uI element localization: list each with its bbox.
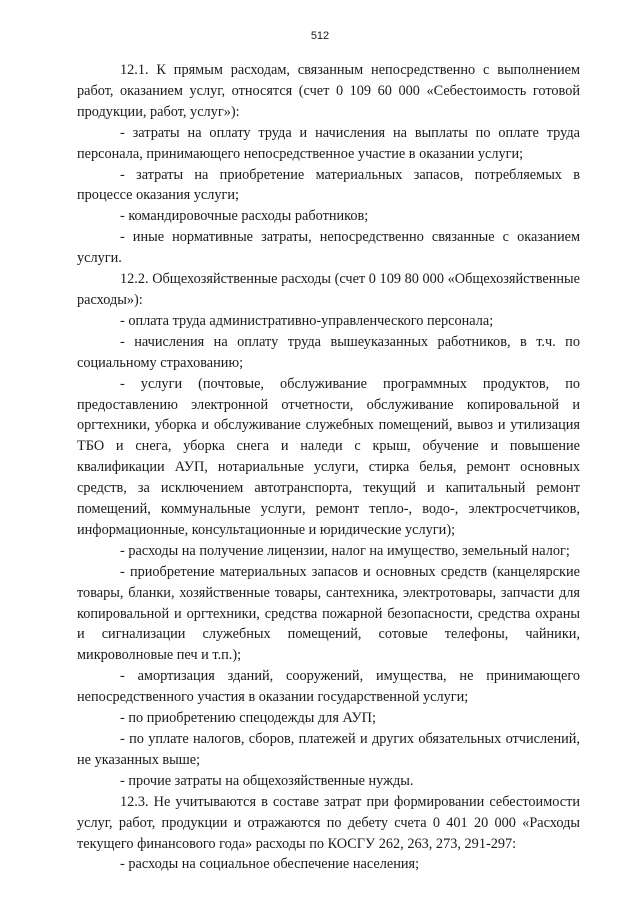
- list-item: - расходы на получение лицензии, налог на имущество, земельный налог;: [120, 542, 570, 559]
- list-item: - расходы на социальное обеспечение населения;: [120, 856, 420, 873]
- list-item: - услуги (почтовые, обслуживание программных продуктов, по предоставлению электронной отчетности, обслуживание копировальной и оргтехники, уборка и обслуживание служебных помещений, вывоз и утилизация ТБО и снега, уборка снега и наледи с крыш, обучение и повышение квалификации АУП, нотариальные услуги, стирка белья, ремонт основных средств, за исключением автотранспорта, текущий и капитальный ремонт помещений, коммунальные услуги, ремонт тепло-, водо-, электросчетчиков, информационные, консультационные и юридические услуги);: [77, 375, 580, 538]
- list-item: - затраты на приобретение материальных запасов, потребляемых в процессе оказания услуги;: [77, 166, 580, 204]
- document-body: [77, 60, 580, 875]
- list-item: - прочие затраты на общехозяйственные нужды.: [120, 772, 414, 789]
- list-item: - по приобретению спецодежды для АУП;: [120, 710, 376, 727]
- list-item: - иные нормативные затраты, непосредственно связанные с оказанием услуги.: [77, 229, 580, 267]
- list-item: - по уплате налогов, сборов, платежей и других обязательных отчислений, не указанных выше;: [77, 731, 580, 768]
- list-item: - приобретение материальных запасов и основных средств (канцелярские товары, бланки, хозяйственные товары, сантехника, электротовары, запчасти для копировальной и оргтехники, средства пожарной безопасности, средства охраны и сигнализации служебных помещений, сотовые телефоны, чайники, микроволновые печ и т.п.);: [77, 563, 580, 664]
- paragraph-12-1: 12.1. К прямым расходам, связанным непосредственно с выполнением работ, оказанием услуг, относятся (счет 0 109 60 000 «Себестоимость готовой продукции, работ, услуг»):: [77, 62, 580, 120]
- paragraph-12-2: 12.2. Общехозяйственные расходы (счет 0 109 80 000 «Общехозяйственные расходы»):: [77, 271, 580, 308]
- list-item: - амортизация зданий, сооружений, имущества, не принимающего непосредственного участия в оказании государственной услуги;: [77, 668, 580, 706]
- page-number: 512: [310, 30, 330, 42]
- paragraph-12-3: 12.3. Не учитываются в составе затрат при формировании себестоимости услуг, работ, продукции и отражаются по дебету счета 0 401 20 000 «Расходы текущего финансового года» расходы по КОСГУ 262, 263, 273, 291-297:: [77, 793, 580, 852]
- list-item: - начисления на оплату труда вышеуказанных работников, в т.ч. по социальному страхованию;: [77, 333, 580, 371]
- list-item: - оплата труда административно-управленческого персонала;: [120, 312, 494, 329]
- list-item: - затраты на оплату труда и начисления на выплаты по оплате труда персонала, принимающего непосредственное участие в оказании услуги;: [77, 124, 580, 162]
- list-item: - командировочные расходы работников;: [120, 208, 369, 225]
